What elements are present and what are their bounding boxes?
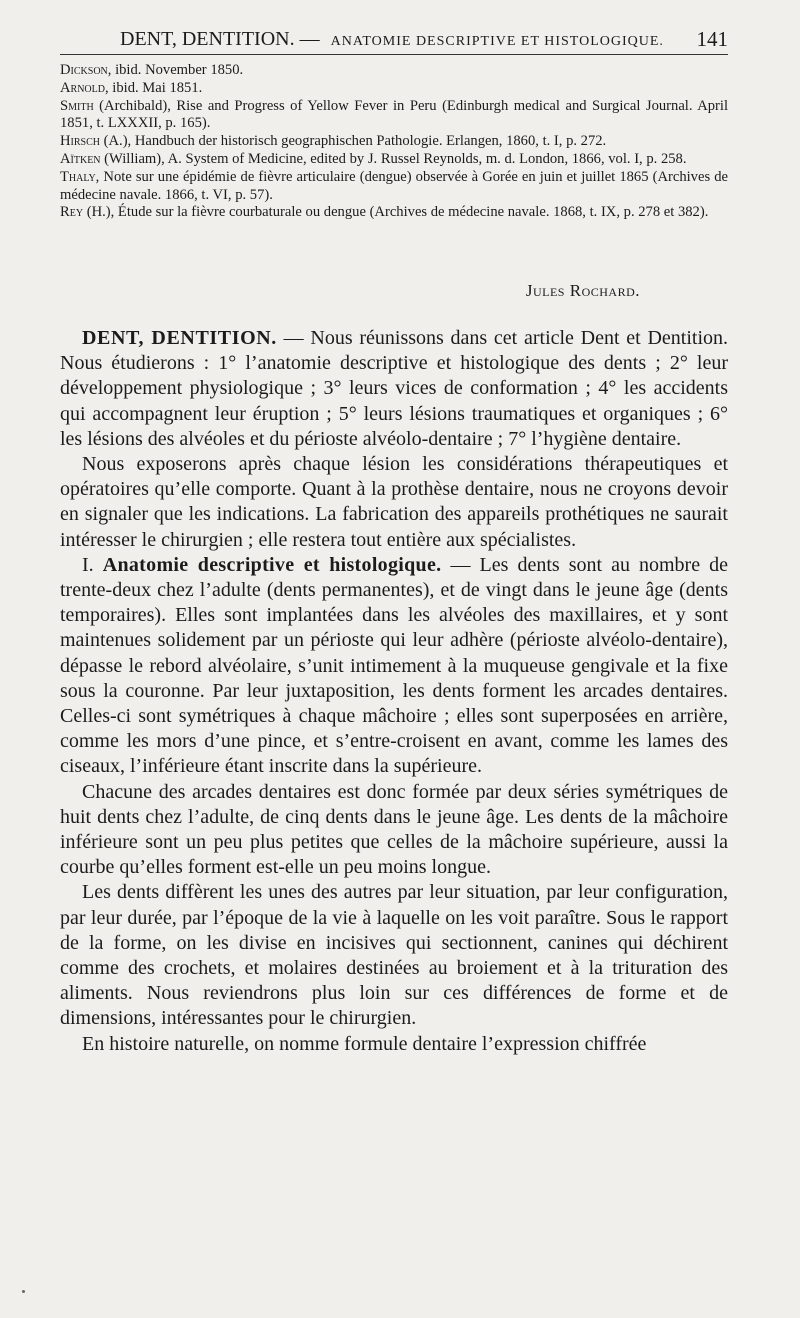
ref-author: Rey (60, 204, 84, 221)
bibliography-entry (60, 62, 728, 80)
bibliography-entry (60, 151, 728, 169)
bibliography-entry (60, 169, 728, 205)
running-title: DENT, DENTITION. — (120, 28, 320, 50)
paragraph: En histoire naturelle, on nomme formule dentaire l’expression chiffrée (82, 1032, 647, 1055)
section-heading: Anatomie descriptive et histologique. (102, 553, 442, 576)
bibliography-entry (60, 204, 728, 222)
ref-author: Aïtken (60, 150, 101, 167)
ref-text: (H.), Étude sur la fièvre courbaturale ou dengue (Archives de médecine navale. 1868, t. IX, p. 278 et 382). (83, 204, 709, 221)
ref-text: Note sur une épidémie de fièvre articulaire (dengue) observée à Gorée en juin et juillet 1865 (Archives de médecine navale. 1866, t. VI, p. 57). (60, 168, 728, 203)
paragraph: Nous exposerons après chaque lésion les considérations thérapeutiques et opératoires qu’elle comporte. Quant à la prothèse dentaire, nous ne croyons devoir en signaler que les indications. La fabrication des appareils prothétiques ne saurait intéresser le chirurgien ; elle restera tout entière aux spécialistes. (60, 453, 728, 551)
ref-author: Thaly, (60, 168, 100, 185)
article-heading: DENT, DENTITION. (82, 327, 277, 349)
ref-text: ibid. November 1850. (111, 62, 244, 78)
running-head (60, 24, 728, 55)
author-signature: Jules Rochard. (525, 281, 640, 300)
ref-text: (A.), Handbuch der historisch geographischen Pathologie. Erlangen, 1860, t. I, p. 272. (100, 133, 607, 150)
running-subtitle: ANATOMIE DESCRIPTIVE ET HISTOLOGIQUE. (330, 34, 664, 49)
ref-author: Dickson, (60, 62, 112, 78)
ref-author: Arnold, (60, 79, 109, 96)
ref-text: ibid. Mai 1851. (108, 79, 203, 96)
bibliography-entry (60, 80, 728, 98)
article-body (60, 326, 728, 1057)
paragraph-text: — Les dents sont au nombre de trente-deux chez l’adulte (dents permanentes), et de vingt dans le jeune âge (dents temporaires). Elles sont implantées dans les alvéoles des maxillaires, et y sont maintenues solidement par un périoste qui leur adhère (périoste alvéolo-dentaire), dépasse le rebord alvéolaire, s’unit intimement à la muqueuse gengivale et la fixe sous la couronne. Par leur juxtaposition, les dents forment les arcades dentaires. Celles-ci sont symétriques à chaque mâchoire ; elles sont superposées en arrière, comme les mors d’une pince, et s’entre-croisent en avant, comme les lames des ciseaux, l’inférieure étant inscrite dans la supérieure. (60, 553, 729, 778)
bibliography-entry (60, 98, 728, 134)
print-speck (22, 1290, 25, 1293)
section-number: I. (82, 553, 94, 576)
paragraph (60, 553, 728, 780)
ref-text: (Archibald), Rise and Progress of Yellow Fever in Peru (Edinburgh medical and Surgical Journal. April 1851, t. LXXXII, p. 165). (60, 97, 728, 132)
ref-text: (William), A. System of Medicine, edited by J. Russel Reynolds, m. d. London, 1866, vol. I, p. 258. (100, 150, 687, 167)
page-number: 141 (696, 27, 728, 51)
bibliography-entry (60, 133, 728, 151)
paragraph-text: — Nous réunissons dans cet article Dent et Dentition. Nous étudierons : 1° l’anatomie descriptive et histologique des dents ; 2° leur développement physiologique ; 3° leurs vices de conformation ; 4° les accidents qui accompagnent leur éruption ; 5° leurs lésions traumatiques et organiques ; 6° les lésions des alvéoles et du périoste alvéolo-dentaire ; 7° l’hygiène dentaire. (60, 327, 729, 450)
paragraph: Chacune des arcades dentaires est donc formée par deux séries symétriques de huit dents chez l’adulte, de cinq dents dans le jeune âge. Les dents de la mâchoire inférieure sont un peu plus petites que celles de la mâchoire supérieure, aussi la courbe qu’elles forment est-elle un peu moins longue. (60, 780, 728, 879)
ref-author: Hirsch (60, 133, 100, 150)
paragraph (60, 326, 728, 452)
paragraph: Les dents diffèrent les unes des autres par leur situation, par leur configuration, par leur durée, par l’époque de la vie à laquelle on les voit paraître. Sous le rapport de la forme, on les divise en incisives qui sectionnent, canines qui déchirent comme des crochets, et molaires destinées au broiement et à la trituration des aliments. Nous reviendrons plus loin sur ces différences de forme et de dimensions, intéressantes pour le chirurgien. (60, 881, 728, 1030)
bibliography (60, 62, 728, 222)
ref-author: Smith (60, 97, 94, 114)
